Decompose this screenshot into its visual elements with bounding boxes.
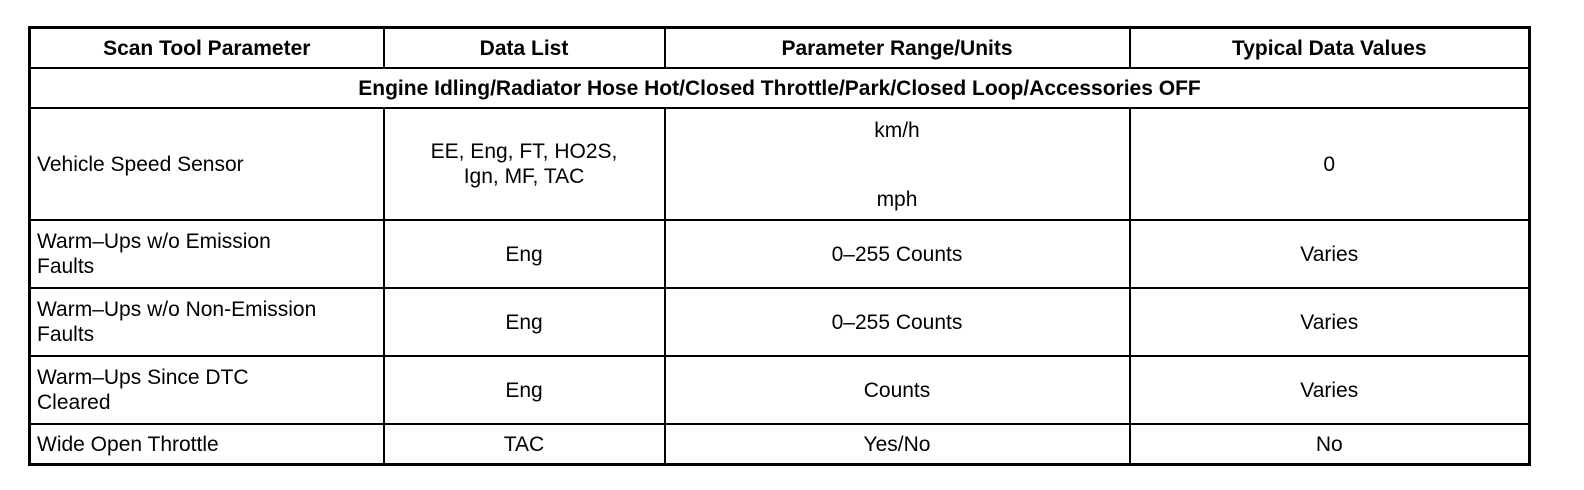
unit-kmh: km/h: [874, 119, 920, 142]
cell-data-list: EE, Eng, FT, HO2S, Ign, MF, TAC: [384, 108, 665, 220]
section-row: [30, 68, 1530, 108]
cell-typical-value: 0: [1130, 108, 1530, 220]
cell-range-units: Counts: [665, 356, 1130, 424]
cell-range-units: Yes/No: [665, 424, 1130, 465]
cell-data-list: Eng: [384, 288, 665, 356]
cell-typical-value: No: [1130, 424, 1530, 465]
header-typical-data-values: Typical Data Values: [1130, 28, 1530, 69]
unit-mph: mph: [876, 188, 918, 211]
cell-data-list: Eng: [384, 220, 665, 288]
table-row: [30, 108, 1530, 220]
table-row: [30, 220, 1530, 288]
section-title: Engine Idling/Radiator Hose Hot/Closed Throttle/Park/Closed Loop/Accessories OFF: [30, 68, 1530, 108]
table-row: [30, 424, 1530, 465]
header-data-list: Data List: [384, 28, 665, 69]
cell-range-units: 0–255 Counts: [665, 288, 1130, 356]
cell-parameter: Warm–Ups w/o Emission Faults: [30, 220, 384, 288]
cell-parameter: Warm–Ups Since DTC Cleared: [30, 356, 384, 424]
cell-parameter: Vehicle Speed Sensor: [30, 108, 384, 220]
cell-typical-value: Varies: [1130, 288, 1530, 356]
table-container: [28, 26, 1528, 466]
table-row: [30, 288, 1530, 356]
header-row: [30, 28, 1530, 69]
cell-typical-value: Varies: [1130, 220, 1530, 288]
header-parameter-range-units: Parameter Range/Units: [665, 28, 1130, 69]
cell-data-list: TAC: [384, 424, 665, 465]
cell-range-units: 0–255 Counts: [665, 220, 1130, 288]
units-stack: [666, 114, 1129, 214]
cell-data-list: Eng: [384, 356, 665, 424]
cell-parameter: Wide Open Throttle: [30, 424, 384, 465]
table-row: [30, 356, 1530, 424]
cell-typical-value: Varies: [1130, 356, 1530, 424]
scan-tool-data-table: [28, 26, 1531, 466]
cell-parameter: Warm–Ups w/o Non-Emission Faults: [30, 288, 384, 356]
cell-range-units: [665, 108, 1130, 220]
header-scan-tool-parameter: Scan Tool Parameter: [30, 28, 384, 69]
